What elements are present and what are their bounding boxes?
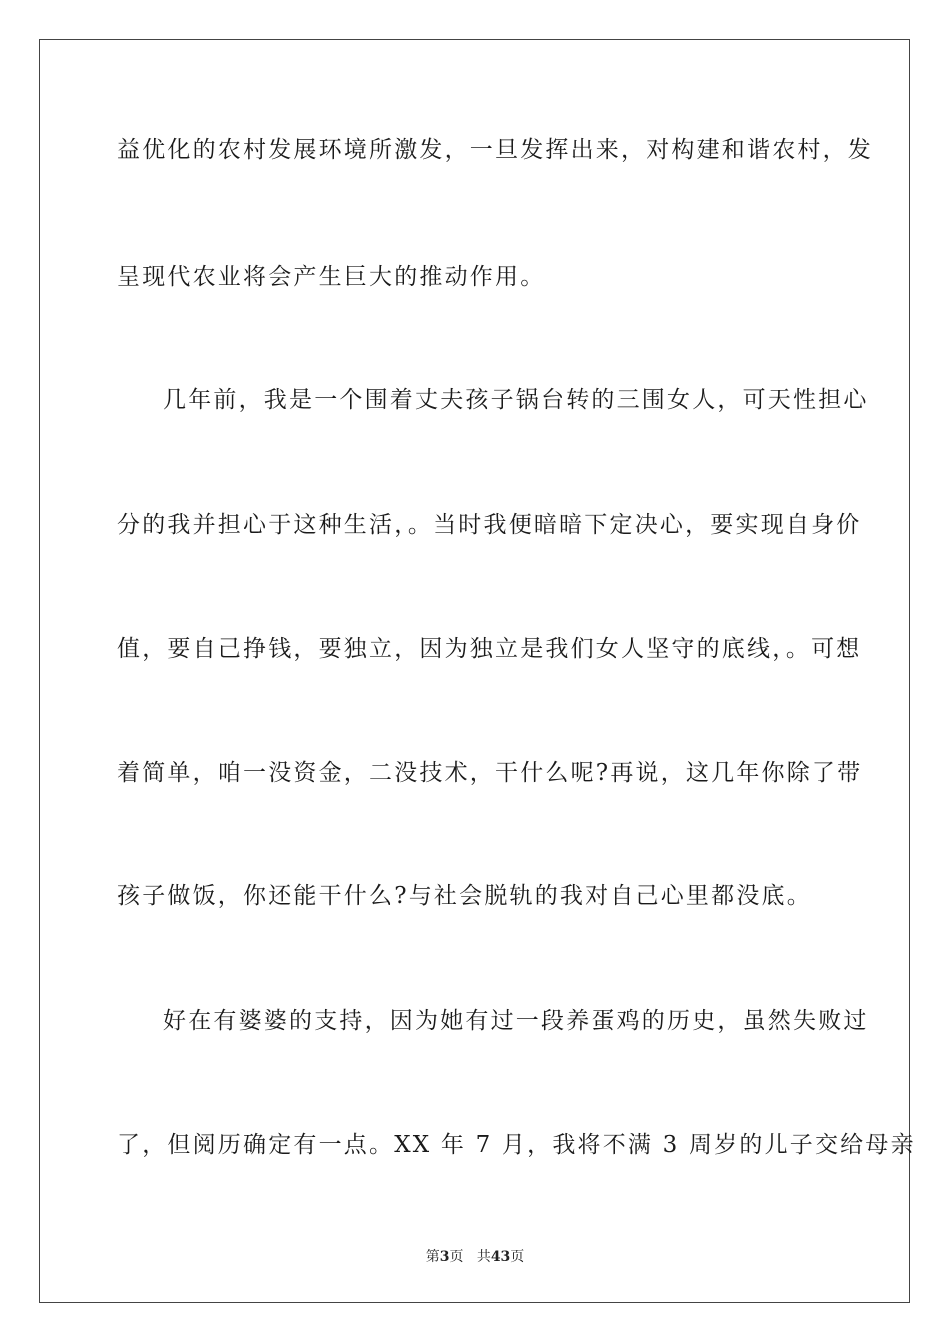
text-line-2: 呈现代农业将会产生巨大的推动作用。 bbox=[117, 264, 546, 290]
total-suffix: 页 bbox=[510, 1249, 525, 1265]
text-line-6: 着简单，咱一没资金，二没技术，干什么呢?再说，这几年你除了带 bbox=[117, 760, 863, 786]
text-line-7: 孩子做饭，你还能干什么?与社会脱轨的我对自己心里都没底。 bbox=[117, 883, 812, 909]
current-page-number: 3 bbox=[439, 1249, 450, 1265]
text-line-9: 了，但阅历确定有一点。XX 年 7 月，我将不满 3 周岁的儿子交给母亲 bbox=[117, 1132, 916, 1158]
text-line-1: 益优化的农村发展环境所激发，一旦发挥出来，对构建和谐农村，发 bbox=[117, 137, 873, 163]
text-line-5: 值，要自己挣钱，要独立，因为独立是我们女人坚守的底线，。可想 bbox=[117, 636, 862, 662]
page-suffix: 页 bbox=[449, 1249, 464, 1265]
total-prefix: 共 bbox=[476, 1249, 491, 1265]
page-footer bbox=[0, 1248, 950, 1266]
text-line-4: 分的我并担心于这种生活，。当时我便暗暗下定决心，要实现自身价 bbox=[117, 512, 862, 538]
page-border bbox=[39, 39, 916, 1303]
paragraph-line-8: 好在有婆婆的支持，因为她有过一段养蛋鸡的历史，虽然失败过 bbox=[163, 1008, 869, 1034]
paragraph-line-3: 几年前，我是一个围着丈夫孩子锅台转的三围女人，可天性担心 bbox=[163, 387, 869, 413]
page-prefix: 第 bbox=[425, 1249, 440, 1265]
total-page-number: 43 bbox=[490, 1249, 511, 1265]
